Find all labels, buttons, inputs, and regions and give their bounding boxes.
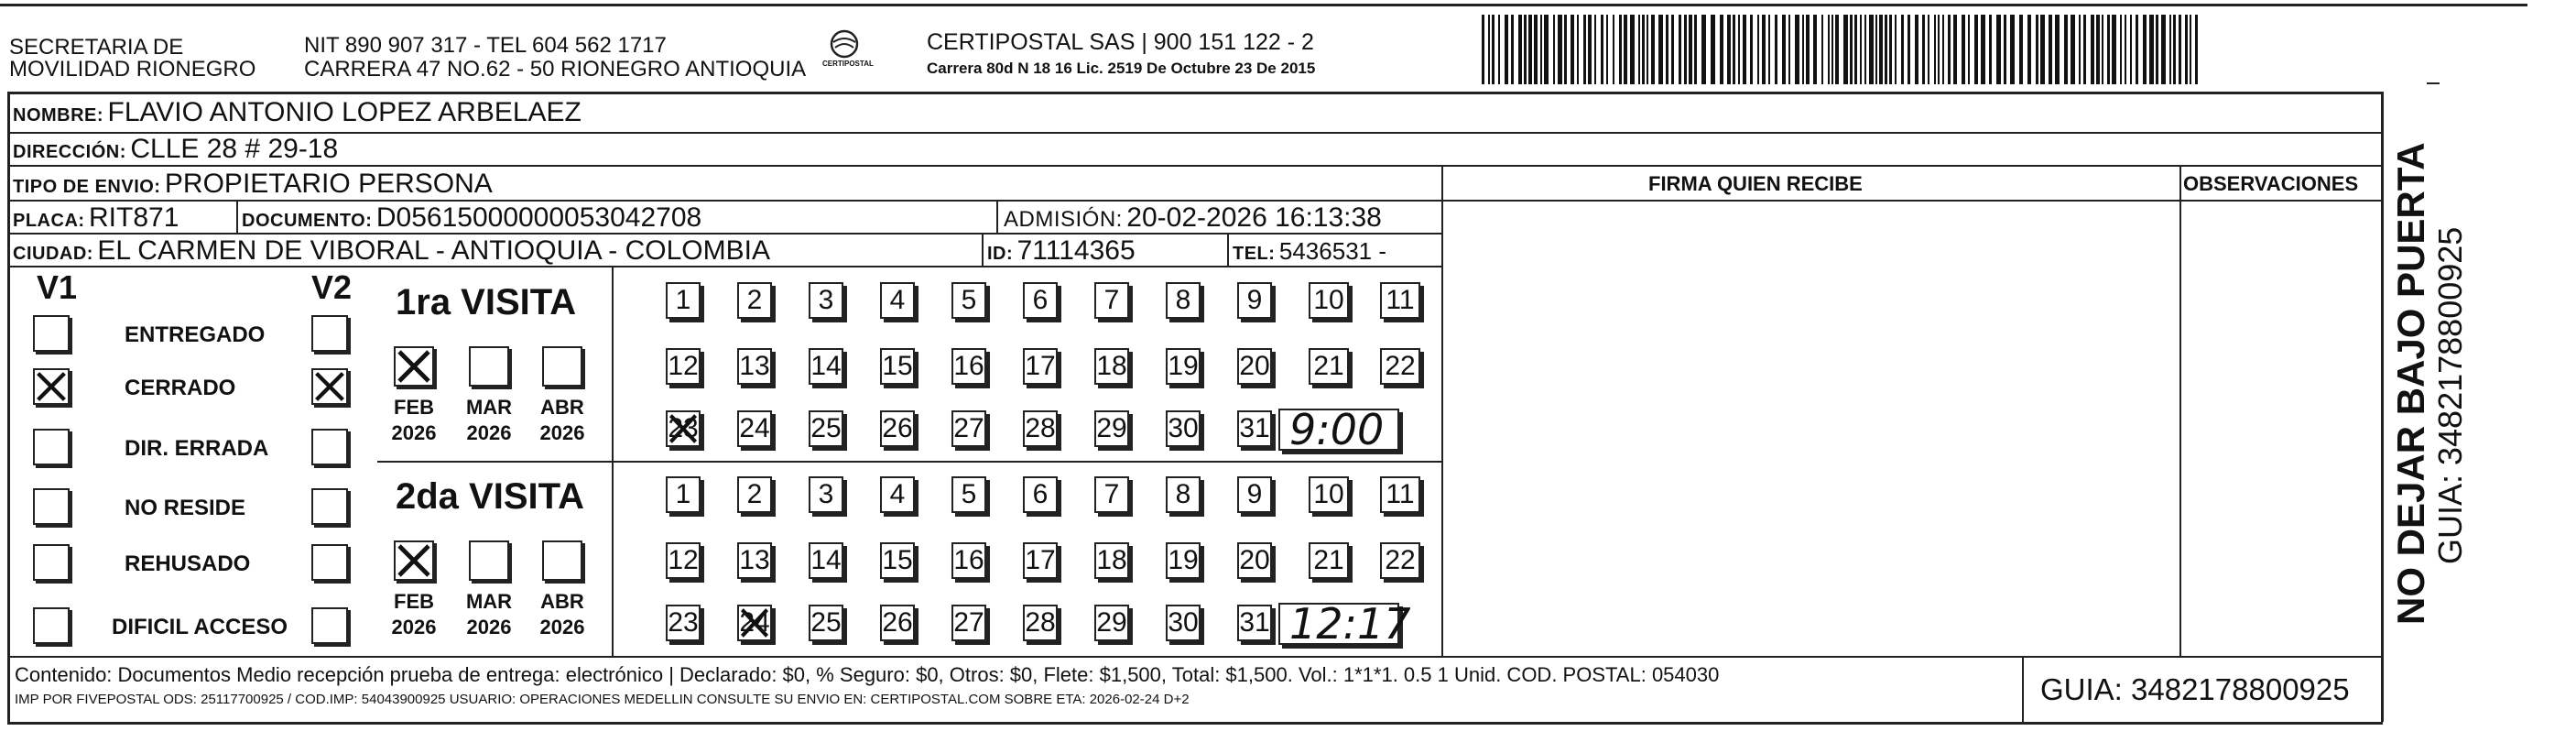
- day-number: 22: [1385, 545, 1416, 575]
- day-number: 11: [1386, 479, 1415, 509]
- day-box[interactable]: [951, 410, 986, 447]
- v2-status-checkbox[interactable]: [311, 544, 348, 581]
- month-checkbox[interactable]: [542, 540, 582, 581]
- day-number: 29: [1096, 413, 1127, 443]
- day-box[interactable]: [1237, 605, 1272, 641]
- day-box[interactable]: [1023, 410, 1058, 447]
- v2-status-checkbox[interactable]: [311, 368, 348, 405]
- day-number: 20: [1239, 545, 1270, 575]
- nombre-label: NOMBRE:: [13, 105, 104, 125]
- courier-line1: CERTIPOSTAL SAS | 900 151 122 - 2: [927, 29, 1314, 55]
- tipo-envio-field: [13, 170, 493, 198]
- day-number: 4: [889, 479, 906, 509]
- issuer-line1: SECRETARIA DE: [9, 35, 184, 60]
- month-label: FEB: [394, 396, 434, 419]
- day-cross-mark: [739, 606, 770, 639]
- day-number: 7: [1103, 285, 1120, 315]
- day-box[interactable]: [737, 410, 772, 447]
- ciudad-label: CIUDAD:: [13, 244, 93, 264]
- day-number: 19: [1168, 545, 1199, 575]
- day-number: 15: [882, 545, 913, 575]
- doc-col-left: [236, 200, 238, 233]
- year-label: 2026: [539, 616, 585, 638]
- nombre-field: [13, 99, 582, 126]
- logo-text: CERTIPOSTAL: [822, 60, 874, 68]
- month-label: ABR: [540, 396, 584, 419]
- row-line-1: [7, 132, 2381, 134]
- day-box[interactable]: [1309, 542, 1349, 579]
- day-number: 27: [953, 413, 984, 443]
- month-checkbox[interactable]: [542, 346, 582, 387]
- day-number: 6: [1032, 285, 1049, 315]
- barcode: [1482, 15, 2201, 84]
- day-box[interactable]: [1309, 348, 1349, 385]
- month-label: ABR: [540, 590, 584, 613]
- v2-status-checkbox[interactable]: [311, 488, 348, 525]
- day-box[interactable]: [1094, 410, 1129, 447]
- year-label: 2026: [466, 421, 512, 444]
- handwritten-time: 9:00: [1289, 405, 1385, 454]
- admision-field: [1004, 204, 1382, 232]
- day-box[interactable]: [809, 605, 843, 641]
- day-number: 21: [1313, 545, 1344, 575]
- day-number: 30: [1168, 413, 1199, 443]
- day-box[interactable]: [1166, 410, 1201, 447]
- day-number: 17: [1025, 545, 1056, 575]
- tipo-envio-value: PROPIETARIO PERSONA: [164, 169, 493, 199]
- visit-divider: [377, 461, 1441, 463]
- month-checkbox[interactable]: [394, 540, 434, 581]
- v1-status-checkbox[interactable]: [33, 607, 70, 644]
- day-number: 11: [1386, 285, 1415, 315]
- v1-label: V1: [37, 268, 78, 306]
- v2-status-checkbox[interactable]: [311, 429, 348, 465]
- tel-label: TEL:: [1233, 244, 1276, 264]
- nombre-value: FLAVIO ANTONIO LOPEZ ARBELAEZ: [107, 97, 582, 127]
- v1-status-checkbox[interactable]: [33, 488, 70, 525]
- guia-box-left: [2022, 656, 2024, 722]
- day-number: 23: [668, 607, 699, 638]
- day-number: 29: [1096, 607, 1127, 638]
- day-number: 10: [1313, 285, 1344, 315]
- day-box[interactable]: [809, 476, 843, 513]
- day-number: 22: [1385, 351, 1416, 381]
- day-box[interactable]: [666, 410, 701, 447]
- day-number: 6: [1032, 479, 1049, 509]
- day-number: 24: [739, 607, 770, 638]
- admision-value: 20-02-2026 16:13:38: [1126, 202, 1382, 233]
- day-box[interactable]: [1237, 542, 1272, 579]
- row-line-2: [7, 165, 2381, 167]
- tel-field: [1233, 239, 1386, 263]
- frame-top: [7, 92, 2381, 94]
- day-box[interactable]: [880, 410, 915, 447]
- placa-value: RIT871: [89, 202, 179, 233]
- obs-col-left: [2179, 165, 2181, 656]
- day-box[interactable]: [951, 476, 986, 513]
- day-box[interactable]: [809, 282, 843, 319]
- day-box[interactable]: [809, 410, 843, 447]
- day-number: 17: [1025, 351, 1056, 381]
- day-cross-mark: [668, 412, 699, 445]
- day-box[interactable]: [666, 605, 701, 641]
- ciudad-value: EL CARMEN DE VIBORAL - ANTIOQUIA - COLOMBIA: [97, 235, 770, 266]
- visit-title: 1ra VISITA: [396, 282, 577, 322]
- day-number: 8: [1175, 285, 1191, 315]
- placa-field: [13, 204, 179, 232]
- day-box[interactable]: [737, 476, 772, 513]
- certipostal-logo: [822, 27, 874, 73]
- guia-box-text: GUIA: 3482178800925: [2040, 672, 2350, 706]
- v1-status-checkbox[interactable]: [33, 544, 70, 581]
- v2-status-checkbox[interactable]: [311, 607, 348, 644]
- day-box[interactable]: [951, 348, 986, 385]
- impresion-text: IMP POR FIVEPOSTAL ODS: 25117700925 / COD.IMP: 54043900925 USUARIO: OPERACIONES MEDELLIN CONSULTE SU ENVIO EN: CERTIPOSTAL.COM SOBRE ETA: 2026-02-24 D+2: [15, 692, 1190, 707]
- day-box[interactable]: [809, 542, 843, 579]
- day-box[interactable]: [737, 605, 772, 641]
- day-box[interactable]: [1094, 605, 1129, 641]
- documento-value: D05615000000053042708: [375, 202, 702, 233]
- day-number: 20: [1239, 351, 1270, 381]
- direccion-label: DIRECCIÓN:: [13, 142, 126, 162]
- day-number: 9: [1246, 285, 1263, 315]
- day-number: 18: [1096, 351, 1127, 381]
- day-number: 28: [1025, 607, 1056, 638]
- day-number: 9: [1246, 479, 1263, 509]
- row-line-3: [7, 200, 1441, 202]
- id-field: [987, 237, 1136, 265]
- v1-status-checkbox[interactable]: [33, 368, 70, 405]
- day-box[interactable]: [1380, 542, 1420, 579]
- day-box[interactable]: [1309, 282, 1349, 319]
- day-number: 5: [961, 285, 977, 315]
- day-number: 19: [1168, 351, 1199, 381]
- day-box[interactable]: [1094, 476, 1129, 513]
- side-guia: GUIA: 3482178800925: [2431, 226, 2469, 564]
- courier-line2: Carrera 80d N 18 16 Lic. 2519 De Octubre 23 De 2015: [927, 60, 1316, 77]
- day-number: 31: [1239, 607, 1270, 638]
- day-box[interactable]: [1380, 476, 1420, 513]
- time-box[interactable]: [1278, 599, 1411, 649]
- month-checkbox[interactable]: [394, 346, 434, 387]
- row-line-5: [7, 266, 1441, 267]
- placa-label: PLACA:: [13, 211, 85, 231]
- day-number: 4: [889, 285, 906, 315]
- tick-mark: [2427, 82, 2440, 84]
- sign-header-line: [1441, 200, 2381, 202]
- day-number: 30: [1168, 607, 1199, 638]
- day-number: 15: [882, 351, 913, 381]
- frame-bottom: [7, 722, 2383, 725]
- day-box[interactable]: [1023, 348, 1058, 385]
- direccion-field: [13, 136, 338, 163]
- day-box[interactable]: [1166, 542, 1201, 579]
- day-number: 23: [668, 413, 699, 443]
- day-number: 28: [1025, 413, 1056, 443]
- year-label: 2026: [539, 421, 585, 444]
- direccion-value: CLLE 28 # 29-18: [130, 134, 339, 164]
- month-label: MAR: [465, 396, 513, 419]
- day-box[interactable]: [880, 476, 915, 513]
- observaciones-label: OBSERVACIONES: [2183, 172, 2359, 195]
- day-box[interactable]: [666, 348, 701, 385]
- month-checkbox[interactable]: [469, 346, 509, 387]
- handwritten-time: 12:17: [1289, 599, 1411, 649]
- time-box[interactable]: [1278, 405, 1399, 454]
- day-number: 5: [961, 479, 977, 509]
- day-box[interactable]: [951, 282, 986, 319]
- day-number: 2: [746, 479, 763, 509]
- day-box[interactable]: [1023, 542, 1058, 579]
- day-box[interactable]: [880, 348, 915, 385]
- day-number: 13: [739, 545, 770, 575]
- day-box[interactable]: [1166, 476, 1201, 513]
- day-box[interactable]: [1094, 348, 1129, 385]
- issuer-line2: MOVILIDAD RIONEGRO: [9, 57, 256, 82]
- v1-status-checkbox[interactable]: [33, 315, 70, 352]
- day-box[interactable]: [737, 348, 772, 385]
- day-number: 26: [882, 413, 913, 443]
- day-box[interactable]: [1309, 476, 1349, 513]
- day-number: 3: [818, 479, 834, 509]
- day-number: 10: [1313, 479, 1344, 509]
- year-label: 2026: [391, 616, 437, 638]
- day-number: 1: [675, 285, 691, 315]
- day-box[interactable]: [880, 605, 915, 641]
- day-box[interactable]: [880, 542, 915, 579]
- status-option-label: CERRADO: [125, 376, 236, 400]
- day-number: 24: [739, 413, 770, 443]
- day-number: 31: [1239, 413, 1270, 443]
- day-box[interactable]: [737, 282, 772, 319]
- ciudad-field: [13, 237, 770, 265]
- day-number: 14: [810, 545, 842, 575]
- tipo-envio-label: TIPO DE ENVIO:: [13, 177, 161, 197]
- day-box[interactable]: [809, 348, 843, 385]
- year-label: 2026: [391, 421, 437, 444]
- status-option-label: NO RESIDE: [125, 496, 246, 520]
- day-box[interactable]: [1023, 476, 1058, 513]
- day-box[interactable]: [951, 605, 986, 641]
- adm-col-left: [996, 200, 998, 233]
- id-label: ID:: [987, 244, 1014, 264]
- v2-label: V2: [311, 268, 353, 306]
- day-box[interactable]: [1023, 605, 1058, 641]
- day-number: 18: [1096, 545, 1127, 575]
- v2-status-checkbox[interactable]: [311, 315, 348, 352]
- month-checkbox[interactable]: [469, 540, 509, 581]
- day-box[interactable]: [1380, 348, 1420, 385]
- day-number: 27: [953, 607, 984, 638]
- day-number: 12: [668, 545, 699, 575]
- admision-label: ADMISIÓN:: [1004, 207, 1123, 232]
- day-box[interactable]: [666, 282, 701, 319]
- day-number: 12: [668, 351, 699, 381]
- visit-title: 2da VISITA: [396, 476, 584, 517]
- month-label: MAR: [465, 590, 513, 613]
- day-number: 14: [810, 351, 842, 381]
- day-box[interactable]: [1166, 605, 1201, 641]
- day-number: 26: [882, 607, 913, 638]
- day-box[interactable]: [1023, 282, 1058, 319]
- status-option-label: REHUSADO: [125, 551, 251, 576]
- day-box[interactable]: [1237, 410, 1272, 447]
- id-value: 71114365: [1016, 235, 1136, 266]
- status-option-label: DIFICIL ACCESO: [112, 615, 288, 639]
- day-box[interactable]: [1237, 476, 1272, 513]
- id-col-left: [982, 233, 984, 266]
- day-number: 16: [953, 351, 984, 381]
- day-number: 13: [739, 351, 770, 381]
- day-number: 21: [1313, 351, 1344, 381]
- day-box[interactable]: [1094, 542, 1129, 579]
- day-box[interactable]: [737, 542, 772, 579]
- tel-col-left: [1227, 233, 1229, 266]
- tel-value: 5436531 -: [1278, 237, 1386, 265]
- firma-label: FIRMA QUIEN RECIBE: [1648, 172, 1863, 195]
- day-number: 7: [1103, 479, 1120, 509]
- contenido-text: Contenido: Documentos Medio recepción prueba de entrega: electrónico | Declarado: $0, % Seguro: $0, Otros: $0, Flete: $1,500, Total: $1,500. Vol.: 1*1*1. 0.5 1 Unid. COD. POSTAL: 054030: [15, 663, 1720, 686]
- day-box[interactable]: [1166, 348, 1201, 385]
- day-number: 16: [953, 545, 984, 575]
- day-number: 2: [746, 285, 763, 315]
- day-number: 25: [810, 607, 842, 638]
- day-box[interactable]: [1237, 348, 1272, 385]
- day-box[interactable]: [1380, 282, 1420, 319]
- status-option-label: ENTREGADO: [125, 322, 266, 347]
- day-box[interactable]: [1094, 282, 1129, 319]
- day-box[interactable]: [666, 476, 701, 513]
- status-option-label: DIR. ERRADA: [125, 436, 269, 461]
- day-box[interactable]: [880, 282, 915, 319]
- top-border: [0, 4, 2527, 6]
- month-label: FEB: [394, 590, 434, 613]
- day-number: 1: [675, 479, 691, 509]
- day-box[interactable]: [1237, 282, 1272, 319]
- sign-col-left: [1441, 165, 1443, 656]
- day-box[interactable]: [1166, 282, 1201, 319]
- day-number: 8: [1175, 479, 1191, 509]
- address-line: CARRERA 47 NO.62 - 50 RIONEGRO ANTIOQUIA: [304, 57, 807, 82]
- day-box[interactable]: [666, 542, 701, 579]
- nit-line: NIT 890 907 317 - TEL 604 562 1717: [304, 33, 667, 58]
- documento-field: [242, 204, 701, 232]
- day-box[interactable]: [951, 542, 986, 579]
- v1-status-checkbox[interactable]: [33, 429, 70, 465]
- frame-right: [2381, 92, 2384, 722]
- year-label: 2026: [466, 616, 512, 638]
- side-warning: NO DEJAR BAJO PUERTA: [2389, 142, 2432, 625]
- row-line-6: [7, 656, 2381, 658]
- day-number: 25: [810, 413, 842, 443]
- documento-label: DOCUMENTO:: [242, 211, 373, 231]
- day-number: 3: [818, 285, 834, 315]
- frame-left: [7, 92, 10, 722]
